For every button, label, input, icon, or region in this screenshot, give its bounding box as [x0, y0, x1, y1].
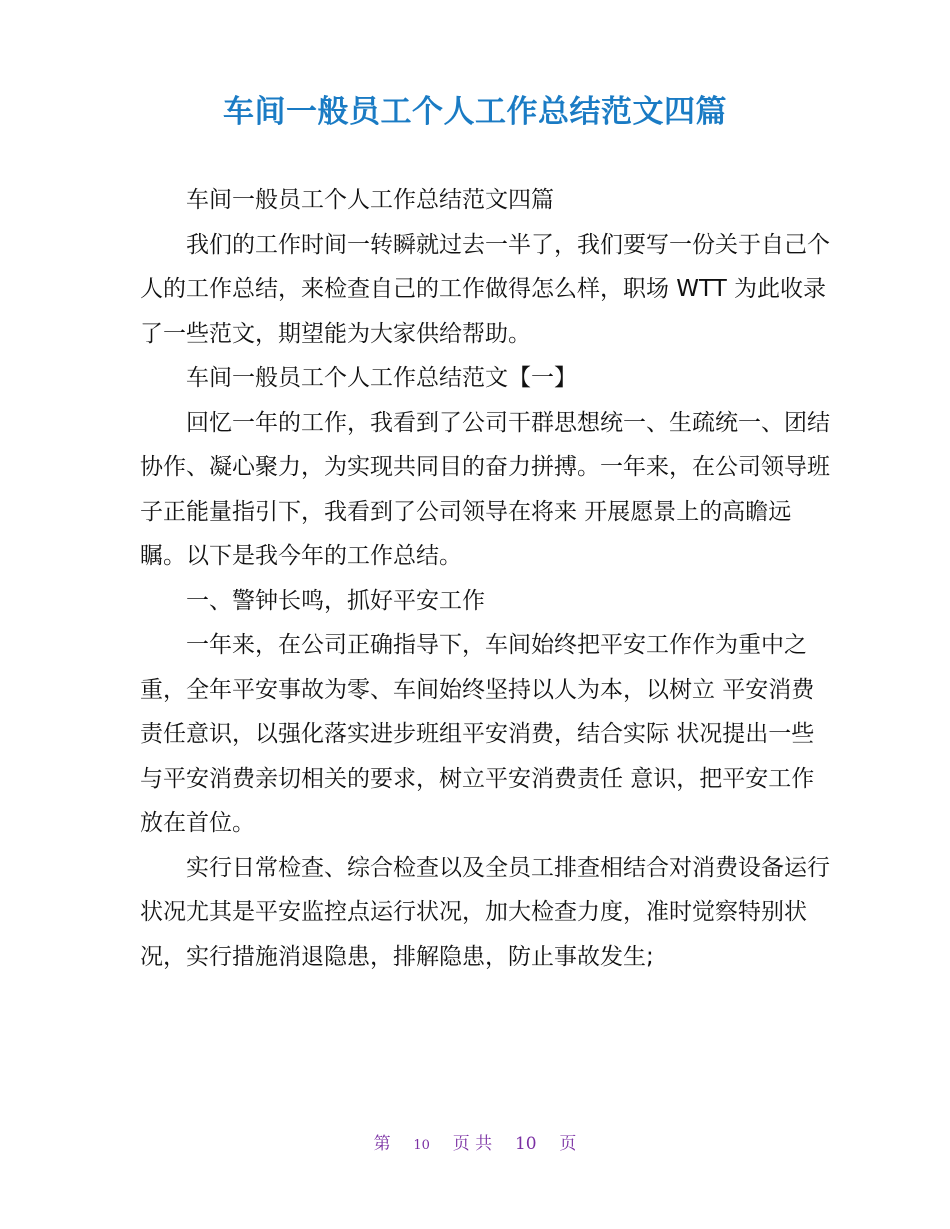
paragraph-intro: 我们的工作时间一转瞬就过去一半了，我们要写一份关于自己个人的工作总结，来检查自己的工作做得怎么样，职场 WTT 为此收录了一些范文，期望能为大家供给帮助。	[140, 231, 830, 347]
paragraph-inspection: 实行日常检查、综合检查以及全员工排查相结合对消费设备运行状况尤其是平安监控点运行状况，加大检查力度，准时觉察特别状况，实行措施消退隐患，排解隐患，防止事故发生;	[140, 854, 830, 970]
footer-total-pages: 10	[514, 1134, 537, 1154]
footer-prefix: 第	[373, 1134, 391, 1154]
page-footer	[0, 1130, 950, 1160]
footer-suffix: 页	[559, 1134, 577, 1154]
paragraph-safety: 一年来，在公司正确指导下，车间始终把平安工作作为重中之重，全年平安事故为零、车间始终坚持以人为本，以树立 平安消费责任意识，以强化落实进步班组平安消费，结合实际 状况提出一些与平安消费亲切相关的要求，树立平安消费责任 意识，把平安工作放在首位。	[140, 632, 815, 836]
document-title: 车间一般员工个人工作总结范文四篇	[223, 94, 727, 130]
paragraph-subheading-safety: 一、警钟长鸣，抓好平安工作	[186, 587, 485, 614]
footer-middle: 页 共	[452, 1134, 493, 1154]
paragraph-section-one-title: 车间一般员工个人工作总结范文【一】	[186, 365, 577, 391]
paragraph-heading: 车间一般员工个人工作总结范文四篇	[186, 187, 554, 213]
paragraph-review: 回忆一年的工作，我看到了公司干群思想统一、生疏统一、团结协作、凝心聚力，为实现共同目的奋力拼搏。一年来，在公司领导班子正能量指引下，我看到了公司领导在将来 开展愿景上的高瞻远瞩。以下是我今年的工作总结。	[140, 409, 830, 569]
footer-current-page: 10	[413, 1138, 430, 1153]
document-body	[140, 178, 830, 979]
